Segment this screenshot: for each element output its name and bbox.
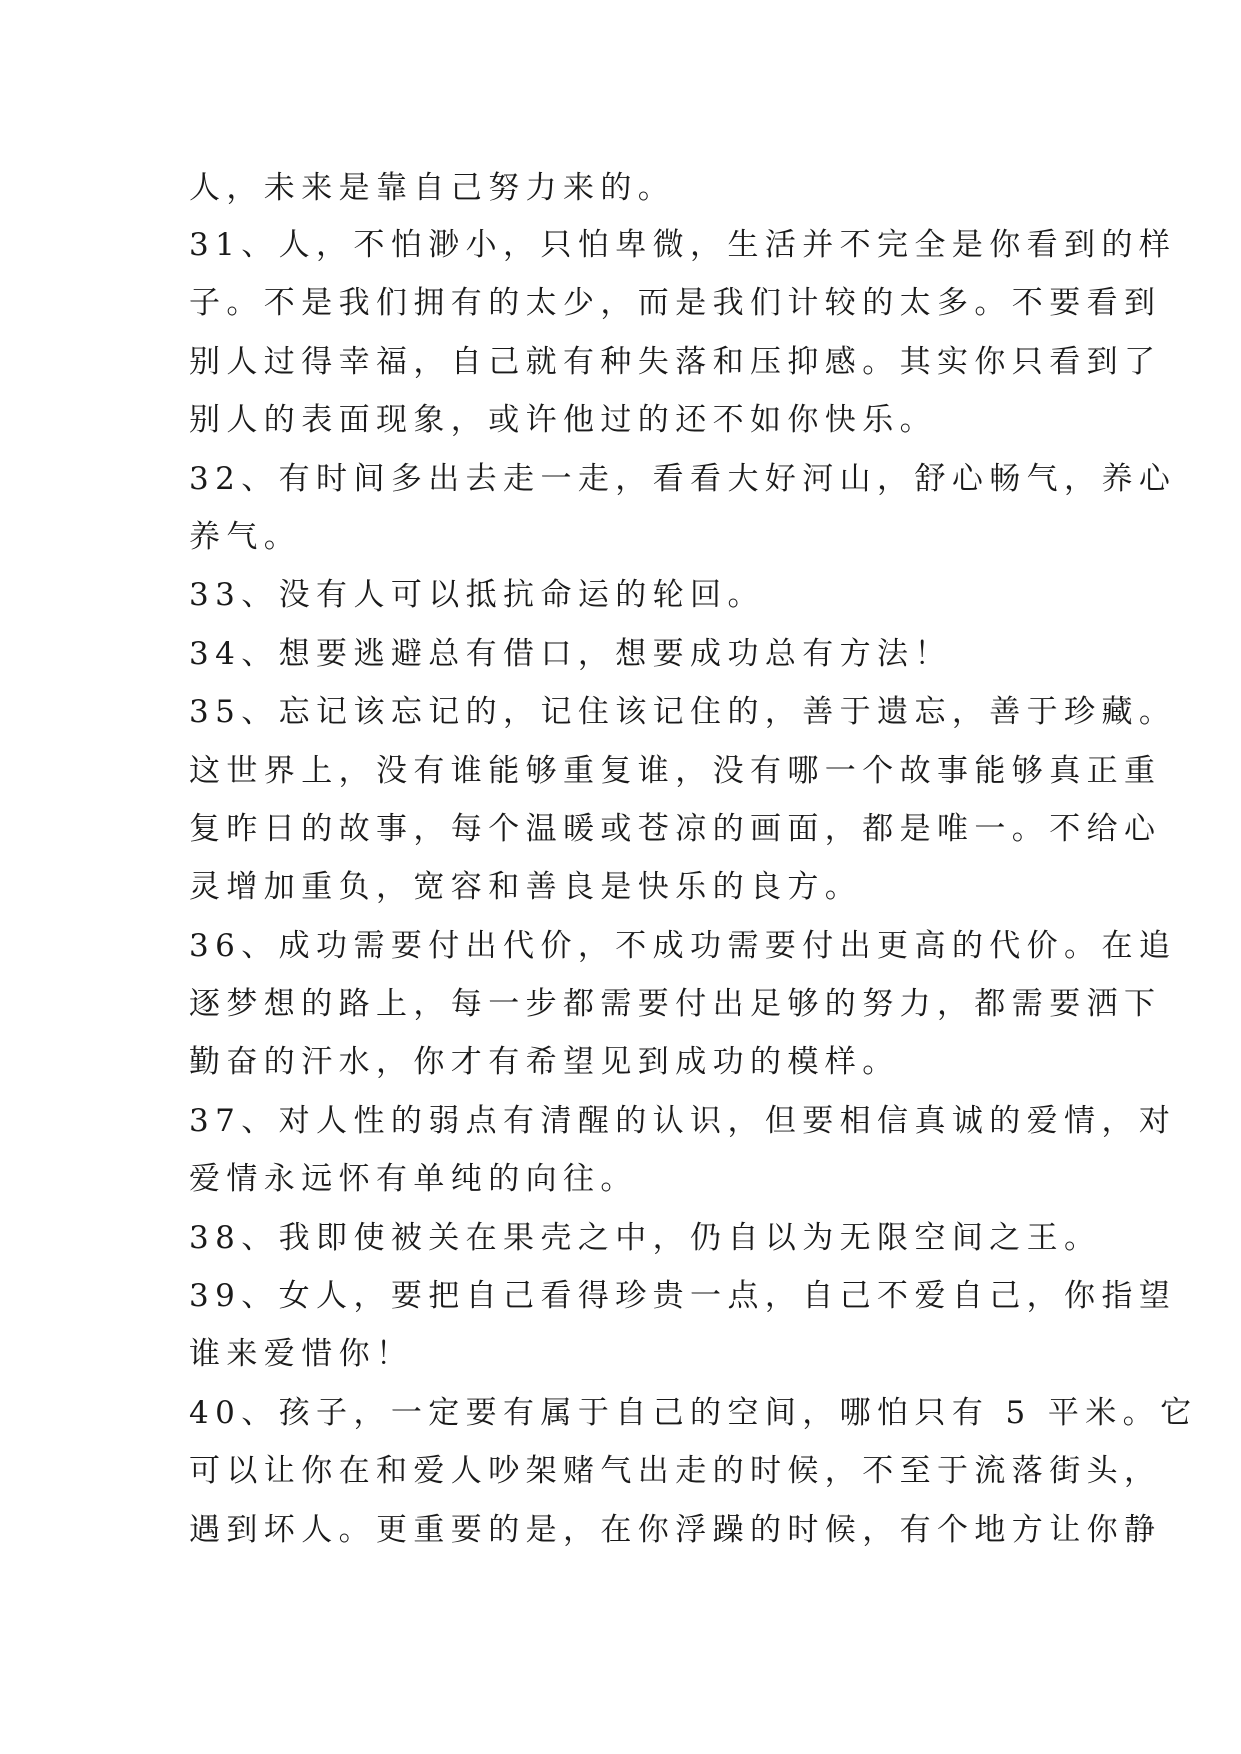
text-line-4: 别人过得幸福，自己就有种失落和压抑感。其实你只看到了 xyxy=(189,343,1162,380)
text-line-21: 谁来爱惜你！ xyxy=(189,1336,414,1373)
text-line-8: 33、没有人可以抵抗命运的轮回。 xyxy=(189,577,765,614)
text-line-14: 36、成功需要付出代价，不成功需要付出更高的代价。在追 xyxy=(189,927,1177,964)
text-line-24: 遇到坏人。更重要的是，在你浮躁的时候，有个地方让你静 xyxy=(189,1511,1162,1548)
text-line-20: 39、女人，要把自己看得珍贵一点，自己不爱自己，你指望 xyxy=(189,1278,1177,1315)
text-line-23: 可以让你在和爱人吵架赌气出走的时候，不至于流落街头， xyxy=(189,1453,1162,1490)
text-line-13: 灵增加重负，宽容和善良是快乐的良方。 xyxy=(189,869,863,906)
text-line-2: 31、人，不怕渺小，只怕卑微，生活并不完全是你看到的样 xyxy=(189,227,1177,263)
text-line-17: 37、对人性的弱点有清醒的认识，但要相信真诚的爱情，对 xyxy=(189,1102,1177,1139)
text-line-9: 34、想要逃避总有借口，想要成功总有方法！ xyxy=(189,635,952,672)
body-text xyxy=(189,160,1198,1559)
text-line-18: 爱情永远怀有单纯的向往。 xyxy=(189,1161,638,1198)
text-line-5: 别人的表面现象，或许他过的还不如你快乐。 xyxy=(189,402,937,439)
text-line-22: 40、孩子，一定要有属于自己的空间，哪怕只有 5 平米。它 xyxy=(189,1394,1198,1431)
text-line-16: 勤奋的汗水，你才有希望见到成功的模样。 xyxy=(189,1044,900,1081)
text-line-11: 这世界上，没有谁能够重复谁，没有哪一个故事能够真正重 xyxy=(189,752,1162,789)
text-line-6: 32、有时间多出去走一走，看看大好河山，舒心畅气，养心 xyxy=(189,460,1177,497)
text-line-10: 35、忘记该忘记的，记住该记住的，善于遗忘，善于珍藏。 xyxy=(189,694,1177,731)
text-line-1: 人，未来是靠自己努力来的。 xyxy=(189,170,676,206)
text-line-15: 逐梦想的路上，每一步都需要付出足够的努力，都需要洒下 xyxy=(189,986,1162,1023)
text-line-12: 复昨日的故事，每个温暖或苍凉的画面，都是唯一。不给心 xyxy=(189,810,1162,847)
text-line-19: 38、我即使被关在果壳之中，仍自以为无限空间之王。 xyxy=(189,1219,1102,1256)
text-line-7: 养气。 xyxy=(189,518,302,555)
text-line-3: 子。不是我们拥有的太少，而是我们计较的太多。不要看到 xyxy=(189,285,1162,322)
